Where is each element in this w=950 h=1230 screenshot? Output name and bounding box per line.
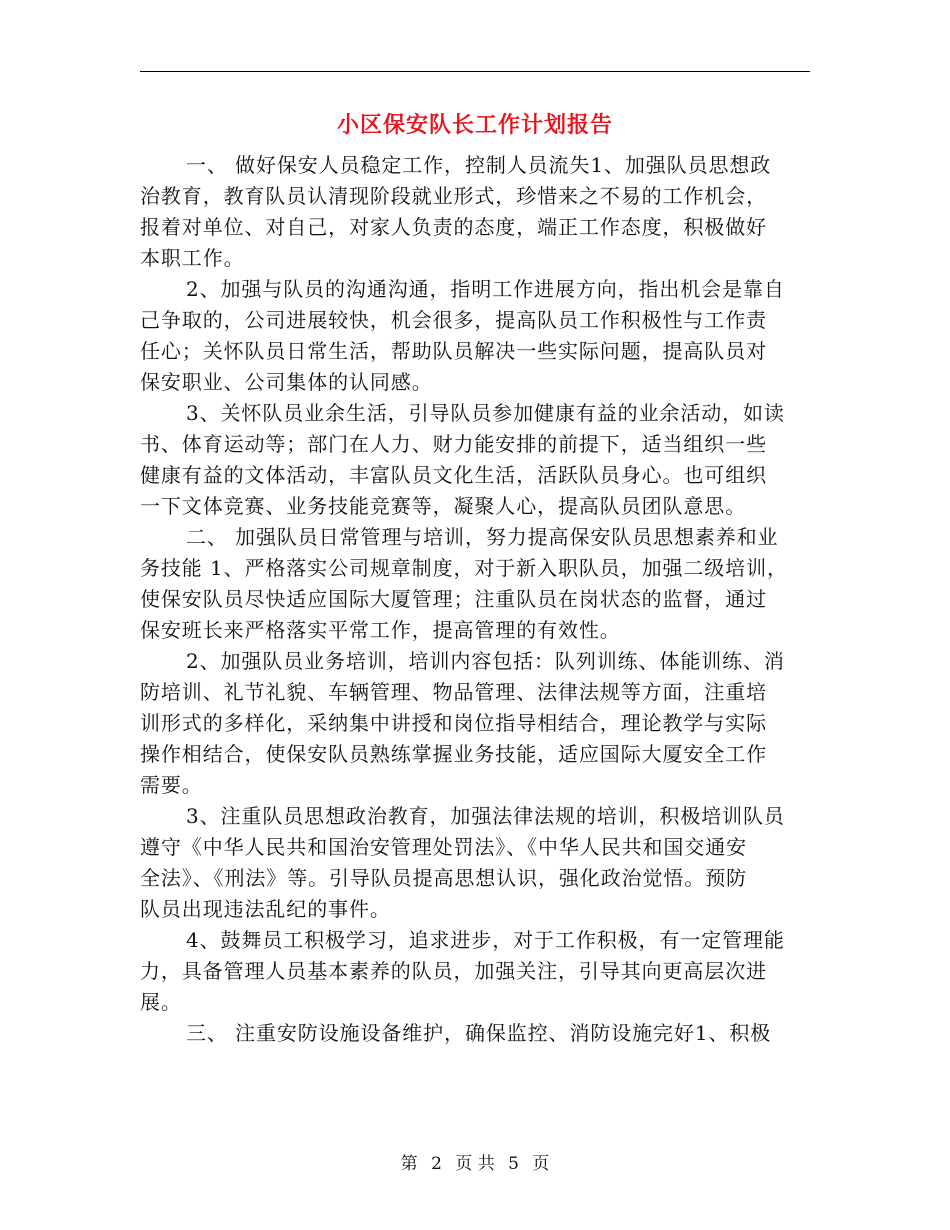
paragraph-line: 展。	[140, 990, 182, 1014]
paragraph-line: 3、关怀队员业余生活，引导队员参加健康有益的业余活动，如读	[186, 401, 785, 425]
paragraph-line: 健康有益的文体活动，丰富队员文化生活，活跃队员身心。也可组织	[140, 463, 767, 487]
paragraph-line: 3、注重队员思想政治教育，加强法律法规的培训，积极培训队员	[186, 804, 785, 828]
paragraph	[140, 150, 810, 274]
paragraph	[140, 398, 810, 522]
paragraph-line: 全法》、《刑法》等。引导队员提高思想认识，强化政治觉悟。预防	[140, 866, 747, 890]
paragraph-line: 力，具备管理人员基本素养的队员，加强关注，引导其向更高层次进	[140, 959, 767, 983]
paragraph-line: 需要。	[140, 773, 203, 797]
paragraph	[140, 646, 810, 801]
paragraph-line: 保安职业、公司集体的认同感。	[140, 370, 433, 394]
paragraph-line: 务技能 1、严格落实公司规章制度，对于新入职队员，加强二级培训，	[140, 556, 788, 580]
paragraph-line: 三、 注重安防设施设备维护，确保监控、消防设施完好1、积极	[186, 1021, 772, 1045]
paragraph-line: 4、鼓舞员工积极学习，追求进步，对于工作积极，有一定管理能	[186, 928, 785, 952]
paragraph-line: 遵守《中华人民共和国治安管理处罚法》、《中华人民共和国交通安	[140, 835, 747, 859]
footer-middle: 页 共	[455, 1154, 495, 1174]
paragraph-line: 本职工作。	[140, 246, 245, 270]
footer-prefix: 第	[400, 1154, 418, 1174]
paragraph-line: 一、 做好保安人员稳定工作，控制人员流失1、加强队员思想政	[186, 153, 772, 177]
header-rule	[140, 71, 810, 72]
document-body	[140, 150, 810, 1049]
paragraph-line: 二、 加强队员日常管理与培训，努力提高保安队员思想素养和业	[186, 525, 779, 549]
paragraph-line: 一下文体竞赛、业务技能竞赛等，凝聚人心，提高队员团队意思。	[140, 494, 747, 518]
paragraph-line: 训形式的多样化，采纳集中讲授和岗位指导相结合，理论教学与实际	[140, 711, 767, 735]
document-title: 小区保安队长工作计划报告	[336, 112, 613, 138]
paragraph-line: 防培训、礼节礼貌、车辆管理、物品管理、法律法规等方面，注重培	[140, 680, 767, 704]
paragraph-line: 治教育，教育队员认清现阶段就业形式，珍惜来之不易的工作机会，	[140, 184, 767, 208]
footer-total-pages: 5	[508, 1154, 519, 1174]
paragraph	[140, 925, 810, 1018]
paragraph-line: 操作相结合，使保安队员熟练掌握业务技能，适应国际大厦安全工作	[140, 742, 767, 766]
footer-suffix: 页	[532, 1154, 550, 1174]
paragraph-line: 己争取的，公司进展较快，机会很多，提高队员工作积极性与工作责	[140, 308, 767, 332]
paragraph-line: 保安班长来严格落实平常工作，提高管理的有效性。	[140, 618, 621, 642]
paragraph-line: 任心；关怀队员日常生活，帮助队员解决一些实际问题，提高队员对	[140, 339, 767, 363]
paragraph-line: 2、加强队员业务培训，培训内容包括：队列训练、体能训练、消	[186, 649, 785, 673]
paragraph-line: 报着对单位、对自己，对家人负责的态度，端正工作态度，积极做好	[140, 215, 767, 239]
paragraph-line: 书、体育运动等；部门在人力、财力能安排的前提下，适当组织一些	[140, 432, 767, 456]
paragraph-line: 2、加强与队员的沟通沟通，指明工作进展方向，指出机会是靠自	[186, 277, 785, 301]
paragraph	[140, 522, 810, 646]
paragraph	[140, 801, 810, 925]
footer-current-page: 2	[431, 1154, 442, 1174]
page-footer	[0, 1152, 950, 1176]
paragraph-line: 使保安队员尽快适应国际大厦管理；注重队员在岗状态的监督，通过	[140, 587, 767, 611]
paragraph-line: 队员出现违法乱纪的事件。	[140, 897, 391, 921]
paragraph	[140, 1018, 810, 1049]
paragraph	[140, 274, 810, 398]
